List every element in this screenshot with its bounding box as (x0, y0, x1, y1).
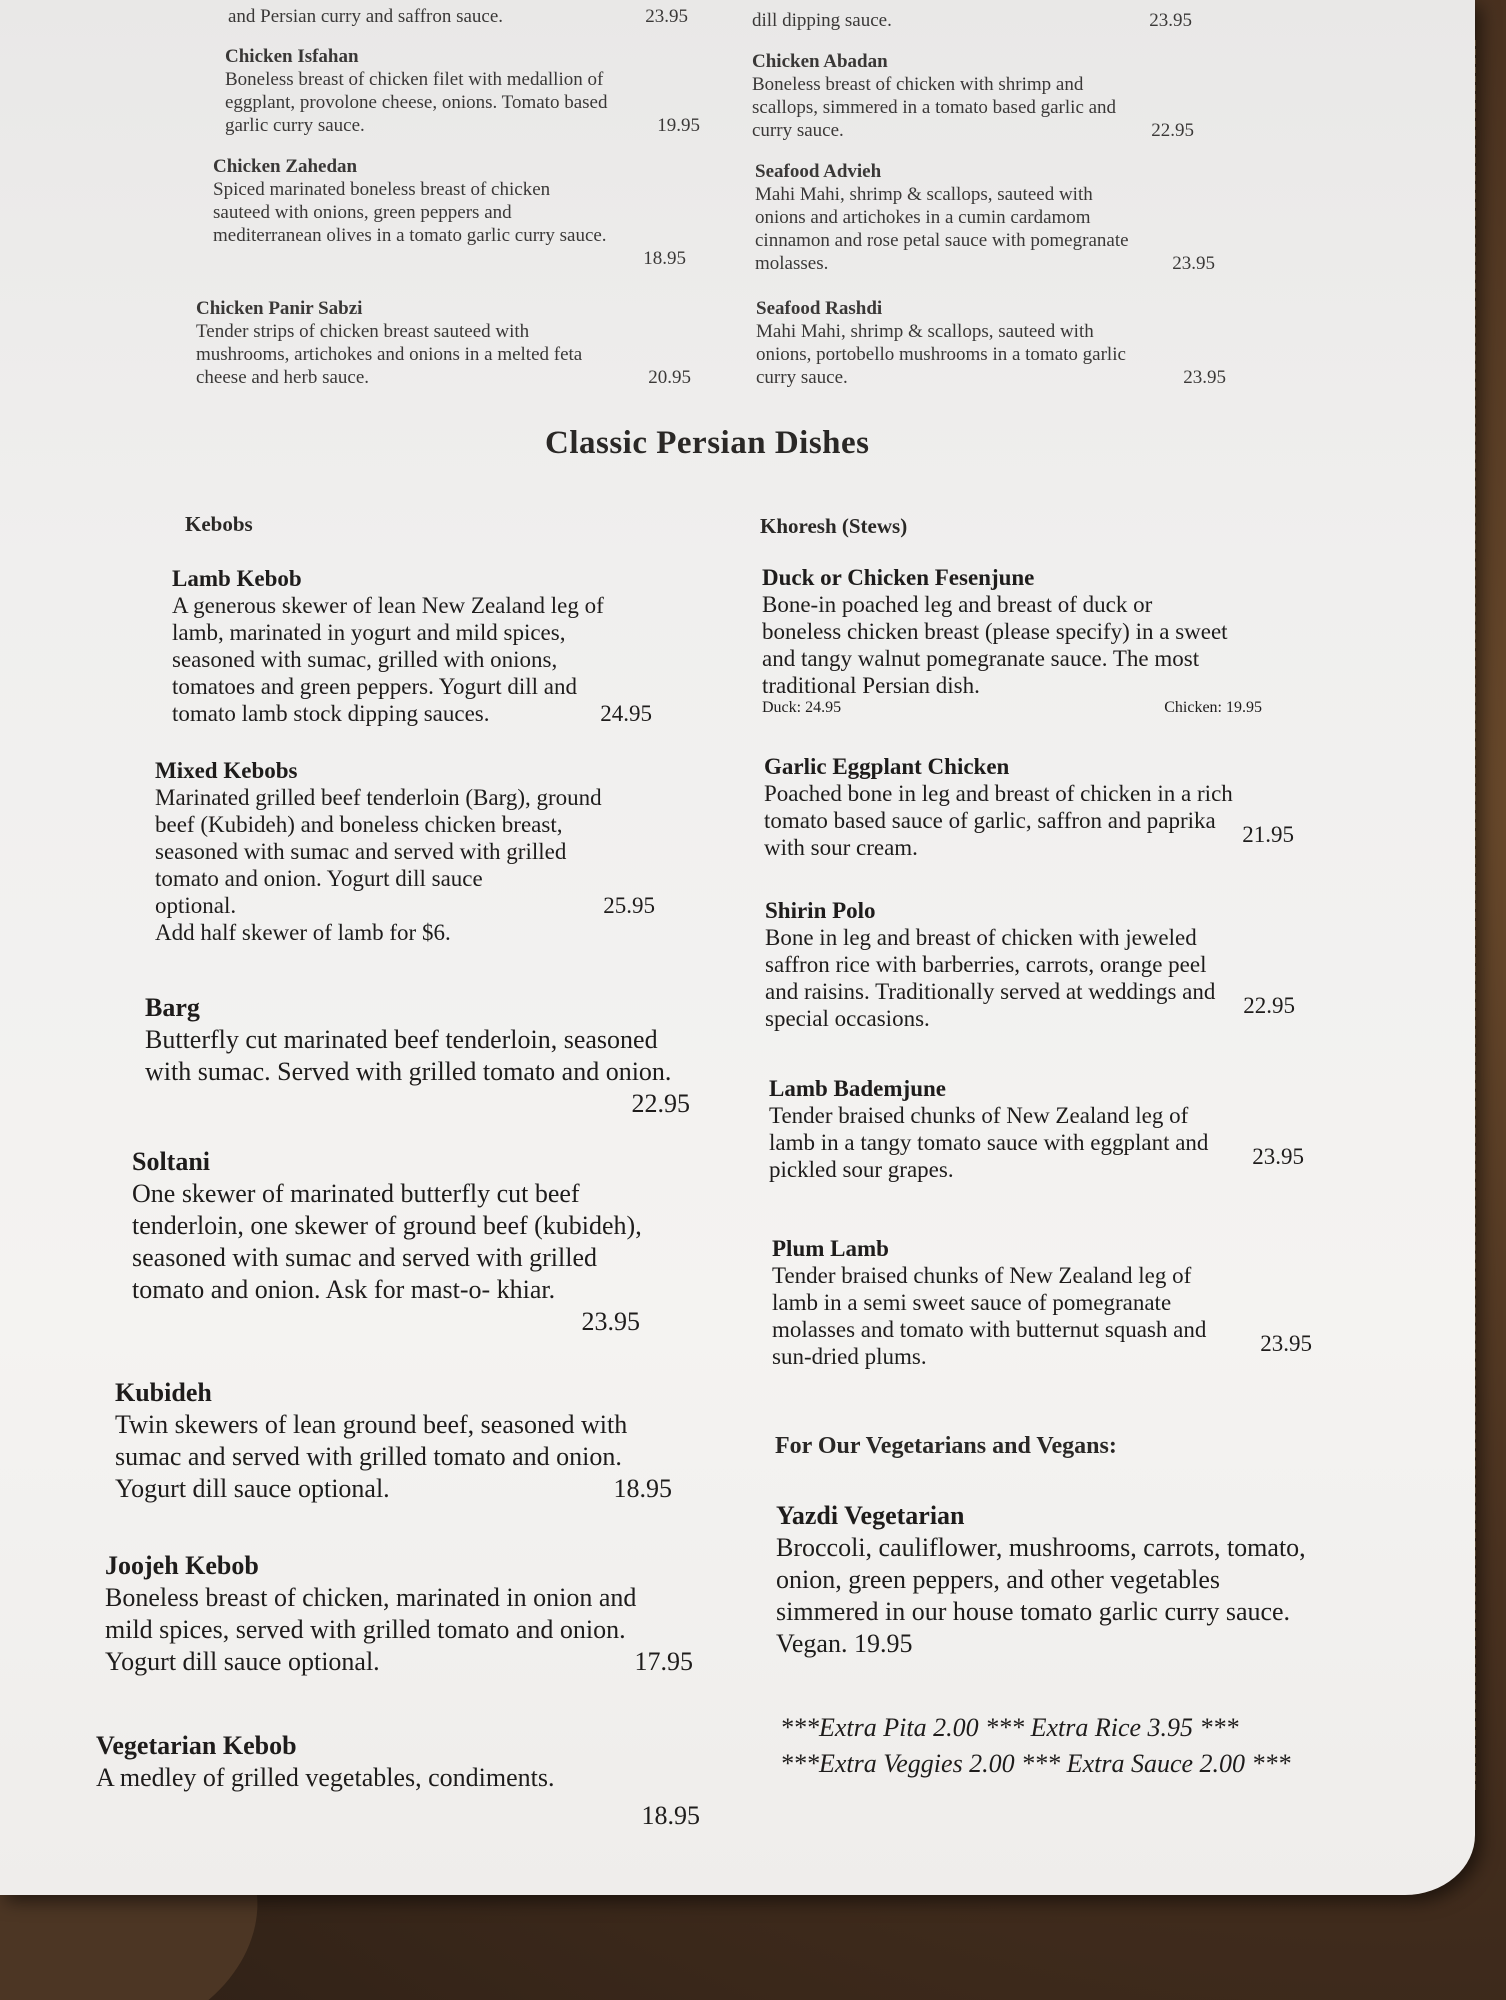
menu-item (762, 564, 1262, 726)
item-description: A generous skewer of lean New Zealand leg of lamb, marinated in yogurt and mild spices, seasoned with sumac, grilled with onions, tomatoes and green peppers. Yogurt dill and tomato lamb stock dipping sauces. (172, 593, 604, 726)
item-description: Spiced marinated boneless breast of chicken sauteed with onions, green peppers and mediterranean olives in a tomato garlic curry sauce. (213, 179, 607, 246)
vegetarian-heading: For Our Vegetarians and Vegans: (775, 1433, 1117, 1459)
item-price: 21.95 (1242, 822, 1294, 847)
menu-item (764, 753, 1294, 860)
menu-item (776, 1500, 1376, 1660)
item-price: 22.95 (1243, 993, 1295, 1018)
kebobs-heading: Kebobs (185, 512, 253, 536)
item-price: 23.95 (581, 1307, 640, 1336)
menu-item (196, 297, 691, 389)
item-description: Boneless breast of chicken filet with medallion of eggplant, provolone cheese, onions. Tomato based garlic curry sauce. (225, 69, 608, 136)
item-name: Chicken Abadan (752, 51, 888, 72)
item-price-duck: Duck: 24.95 (762, 699, 842, 716)
cut-item-left-price: 23.95 (645, 6, 688, 27)
item-description: Broccoli, cauliflower, mushrooms, carrots, tomato, onion, green peppers, and other vegetables simmered in our house tomato garlic curry sauce. (776, 1533, 1306, 1626)
item-name: Kubideh (115, 1378, 212, 1407)
item-name: Chicken Zahedan (213, 156, 358, 177)
cut-item-right-text: dill dipping sauce. (752, 10, 892, 31)
extras-line-2: ***Extra Veggies 2.00 *** Extra Sauce 2.00 *** (780, 1749, 1291, 1778)
item-description: Tender braised chunks of New Zealand leg of lamb in a semi sweet sauce of pomegranate molasses and tomato with butternut squash and sun-dried plums. (772, 1263, 1207, 1369)
item-price: Vegan. 19.95 (776, 1629, 913, 1658)
item-price: 18.95 (613, 1474, 672, 1503)
cut-item-right-price: 23.95 (1149, 10, 1192, 31)
item-description: Twin skewers of lean ground beef, seasoned with sumac and served with grilled tomato and onion. Yogurt dill sauce optional. (115, 1410, 628, 1503)
section-title: Classic Persian Dishes (545, 425, 870, 461)
item-price: 20.95 (648, 367, 691, 388)
item-name: Duck or Chicken Fesenjune (762, 565, 1035, 590)
item-price: 18.95 (643, 248, 686, 269)
menu-item (115, 1377, 700, 1505)
menu-item (172, 565, 672, 727)
extras-list (780, 1710, 1291, 1782)
item-name: Plum Lamb (772, 1236, 889, 1261)
item-price: 23.95 (1172, 253, 1215, 274)
item-name: Seafood Advieh (755, 161, 882, 182)
extras-line-1: ***Extra Pita 2.00 *** Extra Rice 3.95 *** (780, 1713, 1239, 1742)
menu-item (225, 45, 700, 137)
menu-item (752, 50, 1194, 142)
item-price: 23.95 (1252, 1144, 1304, 1169)
item-description: Mahi Mahi, shrimp & scallops, sauteed with onions and artichokes in a cumin cardamom cinnamon and rose petal sauce with pomegranate molasses. (755, 184, 1129, 274)
cut-item-left-text: and Persian curry and saffron sauce. (228, 6, 504, 27)
item-name: Joojeh Kebob (105, 1551, 259, 1580)
item-name: Mixed Kebobs (155, 758, 298, 783)
item-name: Yazdi Vegetarian (776, 1501, 965, 1530)
menu-item (769, 1075, 1304, 1182)
item-note: Add half skewer of lamb for $6. (155, 920, 451, 945)
menu-item (213, 155, 708, 270)
item-description: Butterfly cut marinated beef tenderloin, seasoned with sumac. Served with grilled tomato and onion. (145, 1025, 672, 1086)
item-name: Barg (145, 993, 200, 1022)
item-price: 22.95 (631, 1089, 690, 1118)
folder-stitching (1473, 40, 1496, 1790)
item-description: A medley of grilled vegetables, condiments. (96, 1763, 555, 1792)
item-description: One skewer of marinated butterfly cut beef tenderloin, one skewer of ground beef (kubideh), seasoned with sumac and served with grilled tomato and onion. Ask for mast-o- khiar. (132, 1179, 642, 1304)
item-name: Chicken Isfahan (225, 46, 359, 67)
item-description: Poached bone in leg and breast of chicken in a rich tomato based sauce of garlic, saffron and paprika with sour cream. (764, 781, 1233, 860)
item-price: 23.95 (1183, 367, 1226, 388)
item-name: Seafood Rashdi (756, 298, 883, 319)
menu-item (155, 757, 685, 946)
item-description: Mahi Mahi, shrimp & scallops, sauteed with onions, portobello mushrooms in a tomato garlic curry sauce. (756, 321, 1126, 388)
stews-heading: Khoresh (Stews) (760, 514, 908, 538)
item-price: 22.95 (1151, 120, 1194, 141)
item-price: 19.95 (657, 115, 700, 136)
item-name: Vegetarian Kebob (96, 1731, 297, 1760)
item-description: Bone-in poached leg and breast of duck or boneless chicken breast (please specify) in a sweet and tangy walnut pomegranate sauce. The most traditional Persian dish. (762, 592, 1228, 698)
item-price-chicken: Chicken: 19.95 (1164, 699, 1262, 716)
item-description: Bone in leg and breast of chicken with jeweled saffron rice with barberries, carrots, orange peel and raisins. Traditionally served at weddings and special occasions. (765, 925, 1216, 1031)
menu-item (772, 1235, 1312, 1369)
item-name: Chicken Panir Sabzi (196, 298, 363, 319)
item-description: Tender braised chunks of New Zealand leg of lamb in a tangy tomato sauce with eggplant and pickled sour grapes. (769, 1103, 1209, 1182)
menu-item (756, 297, 1226, 389)
item-description: Boneless breast of chicken, marinated in onion and mild spices, served with grilled tomato and onion. Yogurt dill sauce optional. (105, 1583, 637, 1676)
item-name: Garlic Eggplant Chicken (764, 754, 1010, 779)
item-name: Shirin Polo (765, 898, 876, 923)
item-description: Marinated grilled beef tenderloin (Barg), ground beef (Kubideh) and boneless chicken breast, seasoned with sumac and served with grilled tomato and onion. Yogurt dill sauce optional. (155, 785, 602, 918)
item-price: 25.95 (603, 893, 655, 918)
item-description: Tender strips of chicken breast sauteed with mushrooms, artichokes and onions in a melted feta cheese and herb sauce. (196, 321, 583, 388)
item-name: Lamb Bademjune (769, 1076, 946, 1101)
item-price: 17.95 (634, 1647, 693, 1676)
cut-item-right (752, 10, 1192, 32)
menu-item (96, 1730, 706, 1832)
item-price-row (762, 699, 1262, 726)
item-price: 18.95 (641, 1801, 700, 1830)
menu-item (145, 992, 705, 1120)
item-description: Boneless breast of chicken with shrimp and scallops, simmered in a tomato based garlic and curry sauce. (752, 74, 1117, 141)
item-price: 24.95 (600, 701, 652, 726)
item-name: Soltani (132, 1147, 211, 1176)
item-price: 23.95 (1260, 1331, 1312, 1356)
menu-item (765, 897, 1295, 1031)
cut-item-left (228, 6, 688, 28)
item-name: Lamb Kebob (172, 566, 302, 591)
menu-item (755, 160, 1215, 275)
menu-item (105, 1550, 715, 1678)
menu-item (132, 1146, 692, 1338)
